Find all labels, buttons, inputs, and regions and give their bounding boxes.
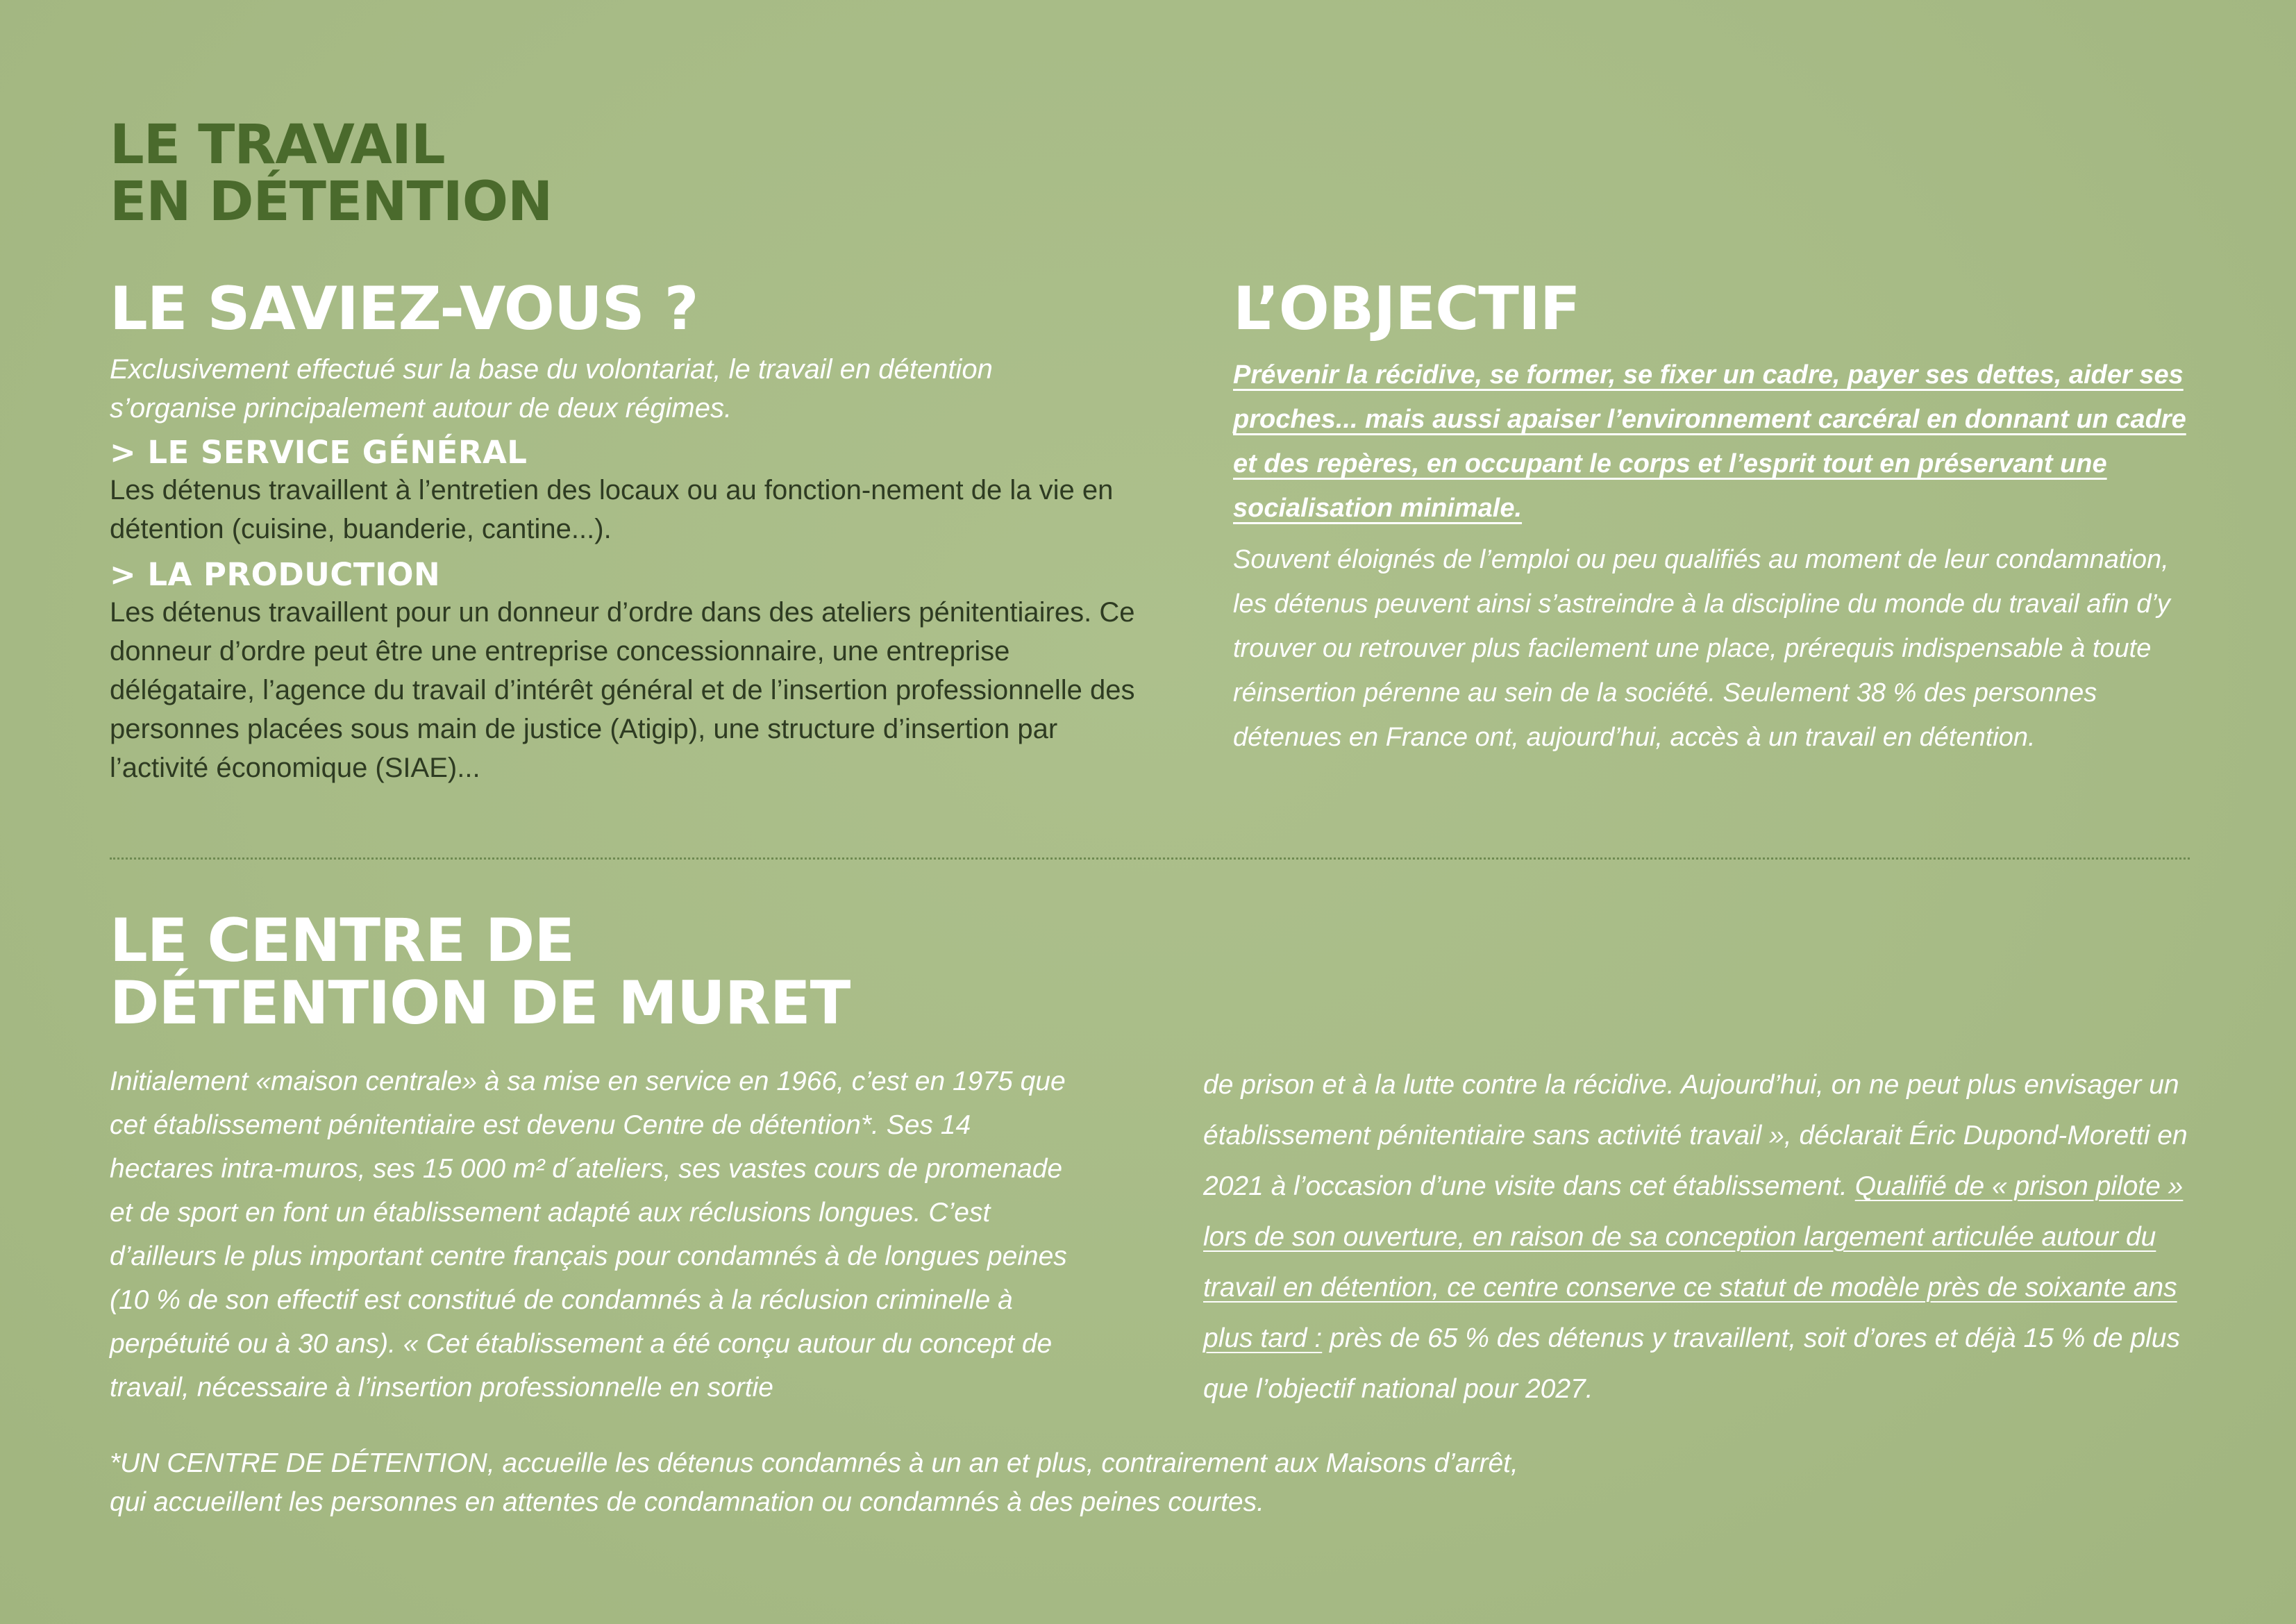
muret-column-2-underlined: Qualifié de « prison pilote » lors de son ouverture, en raison de sa conception largement articulée autour du travail en détention, ce centre conserve ce statut de modèle près de soixante ans plus tard : (1203, 1171, 2184, 1353)
footnote-line2: qui accueillent les personnes en attentes de condamnation ou condamnés à des peines courtes. (110, 1487, 1264, 1517)
muret-title-line1: LE CENTRE DE (110, 906, 575, 976)
page-title-line1: LE TRAVAIL (110, 114, 445, 176)
service-general-heading: > LE SERVICE GÉNÉRAL (110, 434, 528, 471)
page-title-line2: EN DÉTENTION (110, 171, 553, 233)
muret-column-2 (1203, 1060, 2189, 1414)
footnote (110, 1444, 2123, 1522)
saviez-vous-section (110, 274, 1137, 787)
production-heading: > LA PRODUCTION (110, 556, 441, 593)
muret-column-2-part2: près de 65 % des détenus y travaillent, soit d’ores et déjà 15 % de plus que l’objectif national pour 2027. (1203, 1323, 2181, 1404)
muret-column-1: Initialement «maison centrale» à sa mise en service en 1966, c’est en 1975 que cet établissement pénitentiaire est devenu Centre de détention*. Ses 14 hectares intra-muros, ses 15 000 m² d´ateliers, ses vastes cours de promenade et de sport en font un établissement adapté aux réclusions longues. C’est d’ailleurs le plus important centre français pour condamnés à de longues peines (10 % de son effectif est constitué de condamnés à la réclusion criminelle à perpétuité ou à 30 ans). « Cet établissement a été conçu autour du concept de travail, nécessaire à l’insertion professionnelle en sortie (110, 1066, 1067, 1403)
objectif-body: Souvent éloignés de l’emploi ou peu qualifiés au moment de leur condamnation, les détenus peuvent ainsi s’astreindre à la discipline du monde du travail afin d’y trouver ou retrouver plus facilement une place, prérequis indispensable à toute réinsertion pérenne au sein de la société. Seulement 38 % des personnes détenues en France ont, aujourd’hui, accès à un travail en détention. (1233, 545, 2170, 752)
footnote-line1: *UN CENTRE DE DÉTENTION, accueille les détenus condamnés à un an et plus, contrairement aux Maisons d’arrêt, (110, 1448, 1518, 1478)
objectif-title: L’OBJECTIF (1233, 274, 1580, 344)
saviez-vous-title: LE SAVIEZ-VOUS ? (110, 274, 698, 344)
muret-column-2-part1: de prison et à la lutte contre la récidive. Aujourd’hui, on ne peut plus envisager un établissement pénitentiaire sans activité travail », déclarait Éric Dupond-Moretti en 2021 à l’occasion d’une visite dans cet établissement. (1203, 1070, 2188, 1201)
page-title (110, 114, 553, 233)
production-text: Les détenus travaillent pour un donneur d’ordre dans des ateliers pénitentiaires. Ce donneur d’ordre peut être une entreprise concessionnaire, une entreprise délégataire, l’agence du travail d’intérêt général et de l’insertion professionnelle des personnes placées sous main de justice (Atigip), une structure d’insertion par l’activité économique (SIAE)... (110, 597, 1135, 783)
muret-title (110, 906, 850, 1038)
section-divider (110, 857, 2190, 860)
muret-title-line2: DÉTENTION DE MURET (110, 969, 850, 1038)
service-general-text: Les détenus travaillent à l’entretien des locaux ou au fonction-nement de la vie en détention (cuisine, buanderie, cantine...). (110, 475, 1114, 544)
objectif-section (1233, 274, 2191, 760)
objectif-lead: Prévenir la récidive, se former, se fixer un cadre, payer ses dettes, aider ses proches... mais aussi apaiser l’environnement carcéral en donnant un cadre et des repères, en occupant le corps et l’esprit tout en préservant une socialisation minimale. (1233, 360, 2186, 523)
saviez-vous-intro: Exclusivement effectué sur la base du volontariat, le travail en détention s’organise principalement autour de deux régimes. (110, 354, 993, 424)
